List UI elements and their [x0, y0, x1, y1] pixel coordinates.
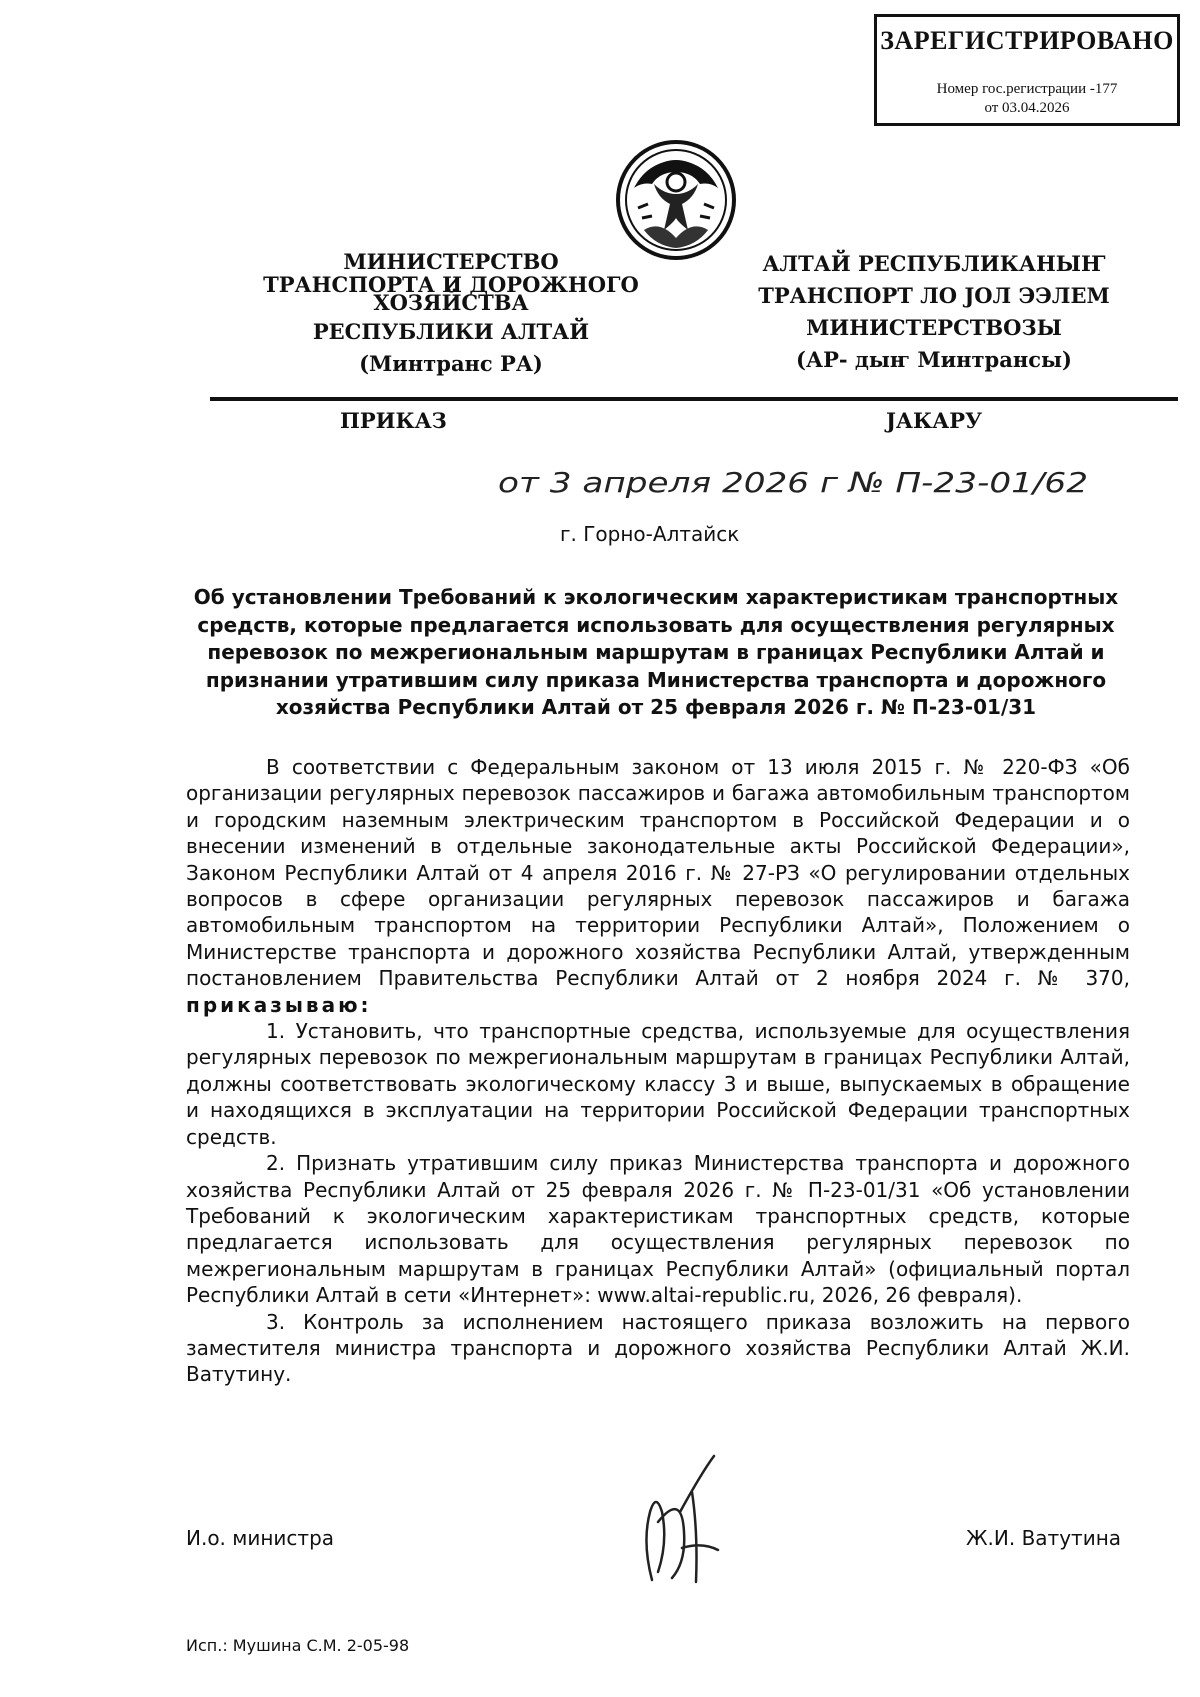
handwritten-date-number-text: от 3 апреля 2026 г № П-23-01/62 [498, 466, 1088, 499]
handwritten-signature [622, 1452, 732, 1590]
header-right-line1: АЛТАЙ РЕСПУБЛИКАНЫҤ [762, 251, 1106, 276]
header-left-line4: РЕСПУБЛИКИ АЛТАЙ [312, 319, 590, 344]
signatory-name: Ж.И. Ватутина [966, 1526, 1122, 1550]
executor-note: Исп.: Мушина С.М. 2-05-98 [186, 1636, 410, 1655]
coat-of-arms-emblem [614, 138, 738, 262]
header-left-line5: (Минтранс РА) [359, 351, 543, 376]
order-verb: приказываю: [186, 992, 372, 1017]
order-body [186, 754, 1130, 1388]
order-word-alt: JАКАРУ [886, 408, 983, 433]
header-left-line1: МИНИСТЕРСТВО [343, 249, 559, 274]
stamp-title: ЗАРЕГИСТРИРОВАНО [880, 26, 1174, 55]
stamp-registration-number: Номер гос.регистрации -177 [936, 81, 1118, 97]
ministry-header-alt [734, 248, 1134, 376]
header-right-line3: МИНИСТЕРСТВОЗЫ [806, 315, 1062, 340]
item-2: 2. Признать утратившим силу приказ Министерства транспорта и дорожного хозяйства Республики Алтай от 25 февраля 2026 г. № П-23-01/31 «Об установлении Требований к экологическим характеристикам транспортных средств, которые предлагается использовать для осуществления регулярных перевозок по межрегиональным маршрутам в границах Республики Алтай» (официальный портал Республики Алтай в сети «Интернет»: www.altai-republic.ru, 2026, 26 февраля). [186, 1151, 1130, 1308]
item-1: 1. Установить, что транспортные средства, используемые для осуществления регулярных перевозок по межрегиональным маршрутам в границах Республики Алтай, должны соответствовать экологическому классу 3 и выше, выпускаемых в обращение и находящихся в эксплуатации на территории Российской Федерации транспортных средств. [186, 1019, 1130, 1149]
order-word-ru: ПРИКАЗ [340, 408, 447, 433]
header-left-line3: ХОЗЯЙСТВА [373, 290, 529, 315]
preamble-text: В соответствии с Федеральным законом от 13 июля 2015 г. № 220-ФЗ «Об организации регулярных перевозок пассажиров и багажа автомобильным транспортом и городским наземным электрическим транспортом в Российской Федерации и о внесении изменений в отдельные законодательные акты Российской Федерации», Законом Республики Алтай от 4 апреля 2016 г. № 27-РЗ «О регулировании отдельных вопросов в сфере организации регулярных перевозок пассажиров и багажа автомобильным транспортом на территории Республики Алтай», Положением о Министерстве транспорта и дорожного хозяйства Республики Алтай, утвержденным постановлением Правительства Республики Алтай от 2 ноября 2024 г. № 370, [186, 755, 1130, 991]
preamble-paragraph [186, 754, 1130, 1018]
order-title: Об установлении Требований к экологическим характеристикам транспортных средств, которые предлагается использовать для осуществления регулярных перевозок по межрегиональным маршрутам в границах Республики Алтай и признании утратившим силу приказа Министерства транспорта и дорожного хозяйства Республики Алтай от 25 февраля 2026 г. № П-23-01/31 [193, 585, 1119, 719]
header-right-line4: (АР- дыҥ Минтрансы) [796, 347, 1072, 372]
city: г. Горно-Алтайск [560, 522, 740, 546]
header-left-line2: ТРАНСПОРТА И ДОРОЖНОГО [263, 272, 639, 297]
stamp-date: от 03.04.2026 [984, 100, 1070, 116]
header-right-line2: ТРАНСПОРТ ЛО JОЛ ЭЭЛЕМ [758, 283, 1110, 308]
signatory-role: И.о. министра [186, 1526, 335, 1550]
handwritten-date-number [498, 444, 1098, 514]
item-3: 3. Контроль за исполнением настоящего приказа возложить на первого заместителя министра транспорта и дорожного хозяйства Республики Алтай Ж.И. Ватутину. [186, 1309, 1130, 1387]
ministry-header-ru [236, 248, 666, 378]
header-divider [210, 397, 1178, 401]
registration-stamp [874, 14, 1180, 126]
